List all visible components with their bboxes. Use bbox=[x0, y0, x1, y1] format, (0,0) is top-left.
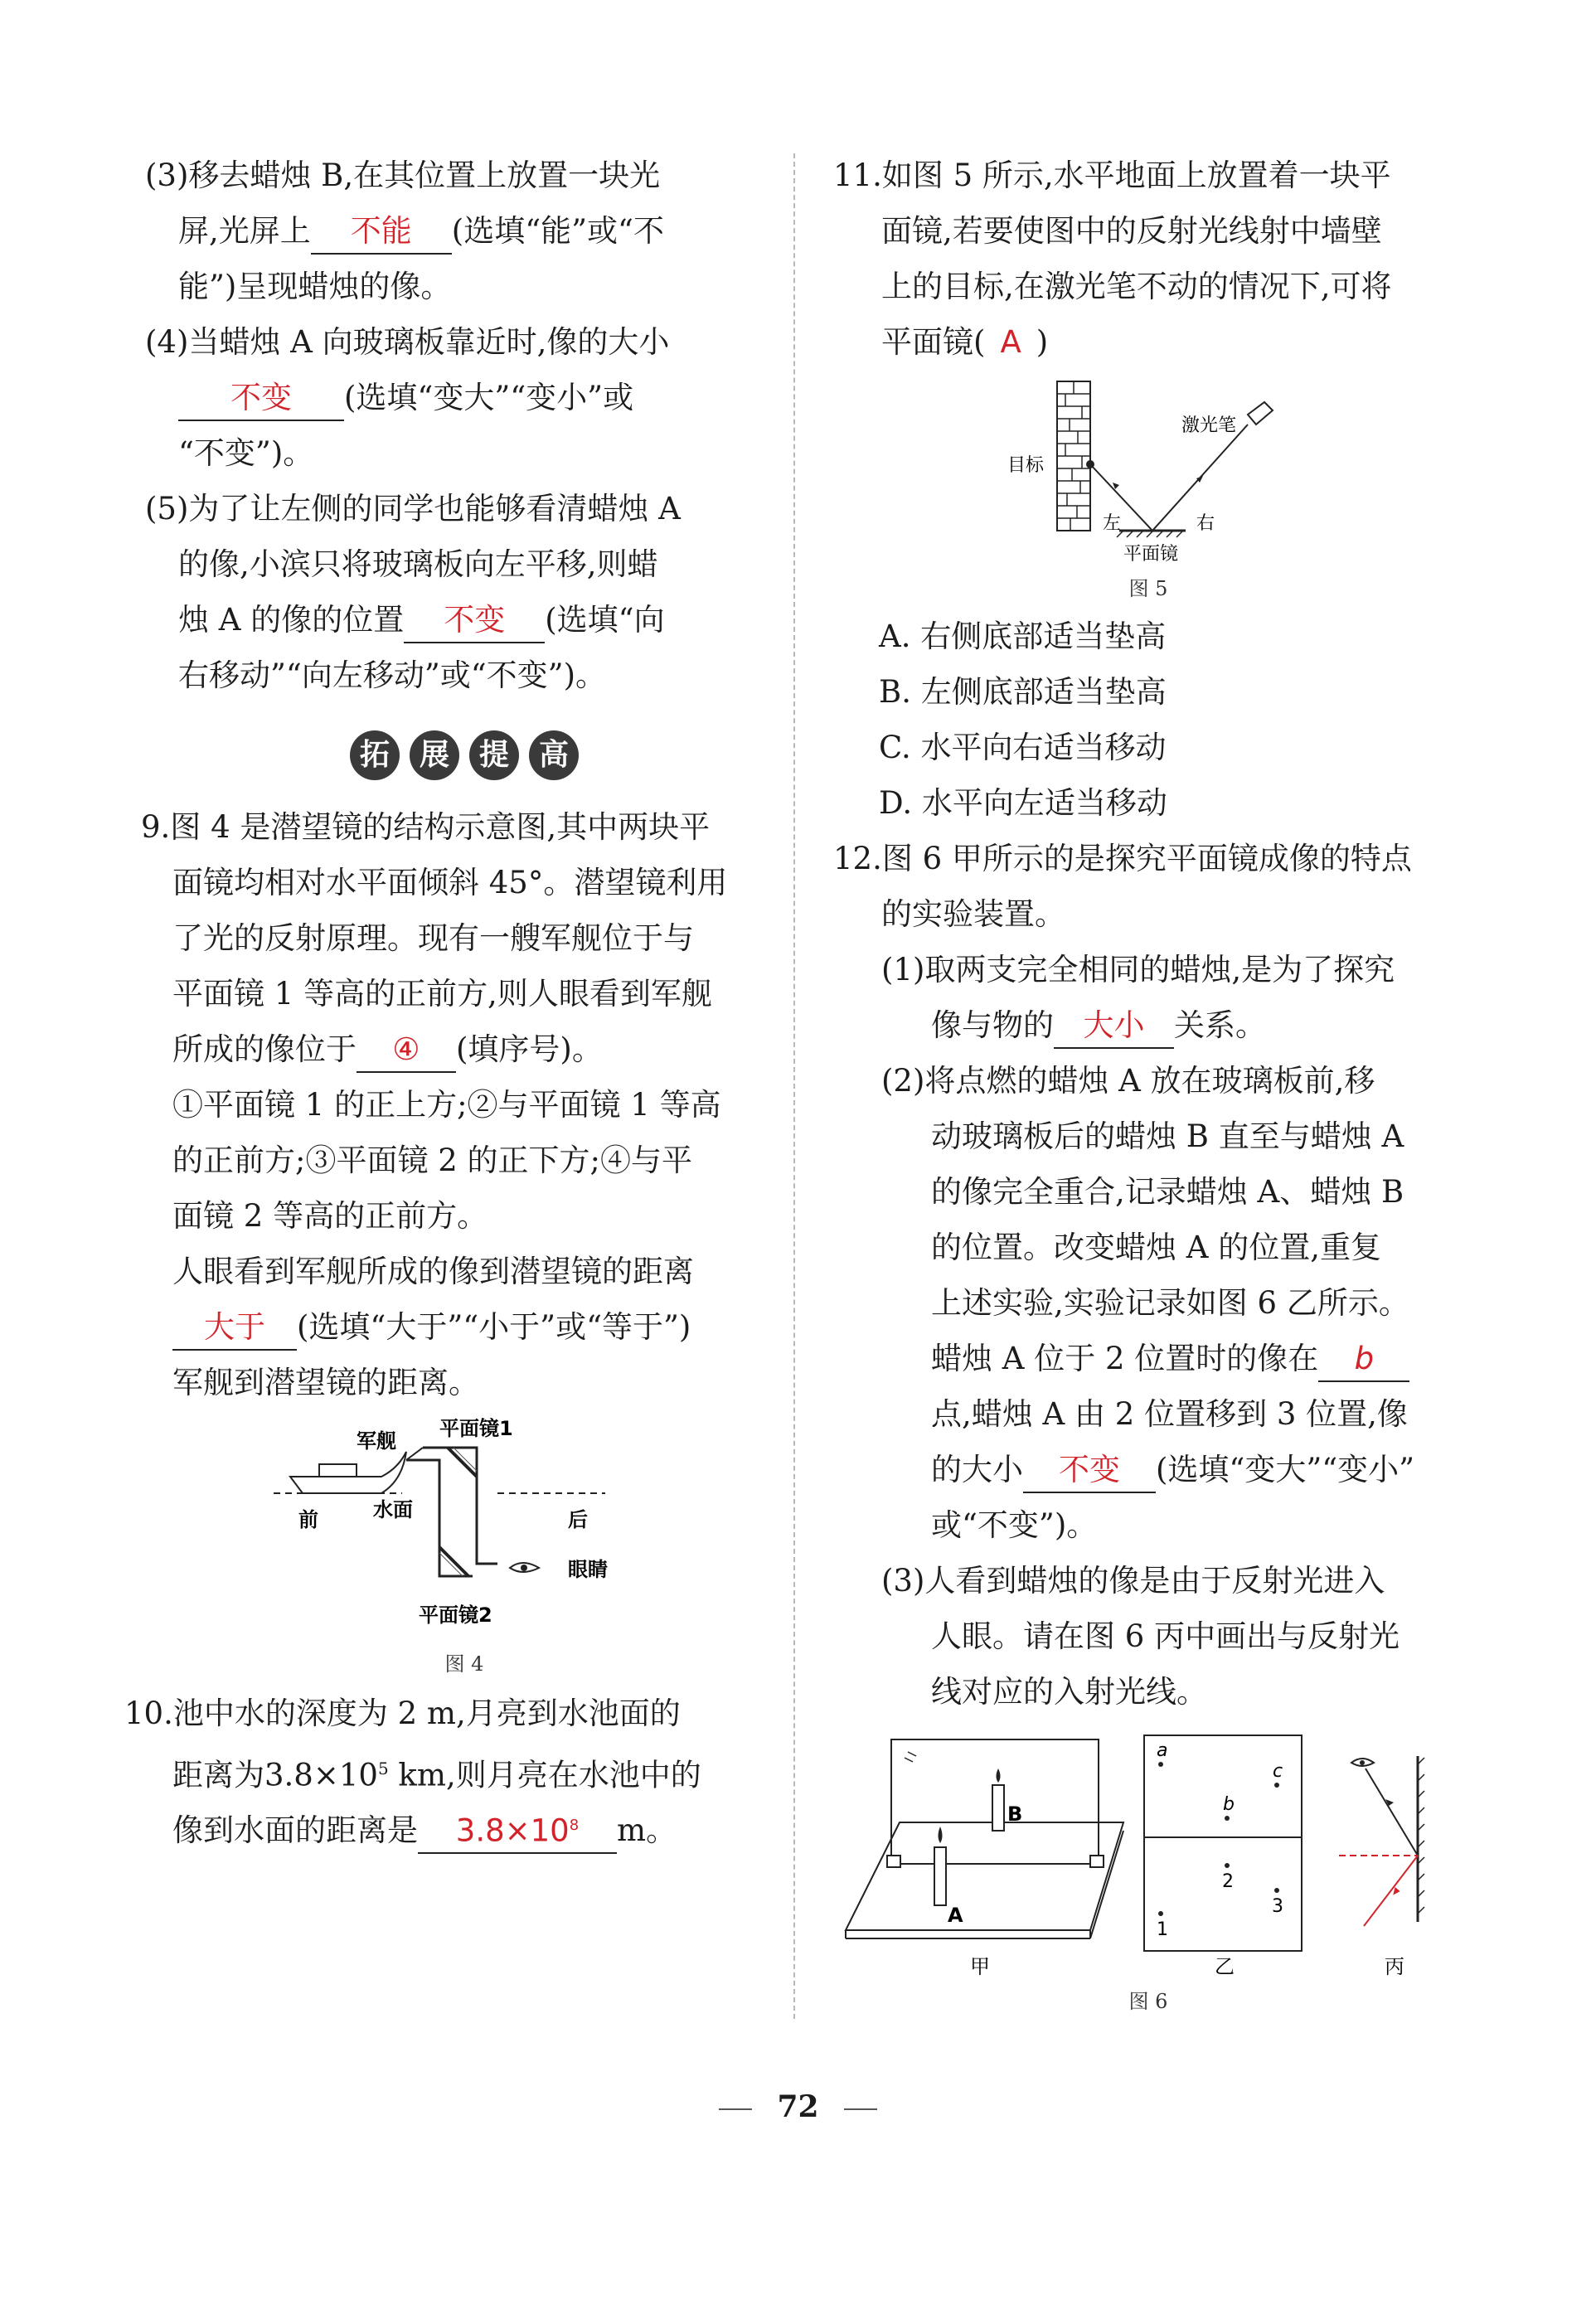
q9-text-3: (选填“大于”“小于”或“等于”) bbox=[297, 1309, 691, 1345]
fig5-left-label: 左 bbox=[1103, 513, 1122, 534]
periscope-front-wall bbox=[406, 1460, 473, 1576]
periscope-top-edge bbox=[406, 1448, 423, 1460]
fig6-candle-a-label: A bbox=[948, 1904, 963, 1927]
q8-p3-line1: (3)移去蜡烛 B,在其位置上放置一块光 bbox=[145, 158, 661, 193]
q12-p1-line2 bbox=[833, 997, 1463, 1053]
q8-p3-line2 bbox=[145, 203, 783, 259]
fig4-mirror1-label: 平面镜1 bbox=[439, 1417, 513, 1440]
q9-line2: 面镜均相对水平面倾斜 45°。潜望镜利用 bbox=[172, 865, 728, 900]
q8-p5-text: 烛 A 的像的位置 bbox=[178, 602, 405, 638]
q12-p3-line2: 人眼。请在图 6 丙中画出与反射光 bbox=[931, 1618, 1400, 1654]
q9-text: 所成的像位于 bbox=[172, 1031, 357, 1067]
q12-line2: 的实验装置。 bbox=[881, 896, 1065, 932]
q8-p4-text: (选填“变大”“变小”或 bbox=[344, 380, 634, 415]
section-badge-3: 提 bbox=[469, 730, 519, 780]
question-8-part-4 bbox=[145, 314, 783, 481]
q12-p2-line9: 或“不变”)。 bbox=[931, 1507, 1098, 1543]
q11-line3: 上的目标,在激光笔不动的情况下,可将 bbox=[881, 269, 1392, 304]
q9-line7: 的正前方;③平面镜 2 的正下方;④与平 bbox=[172, 1143, 692, 1178]
fig6-point-c: c bbox=[1273, 1761, 1283, 1782]
q9-answer-blank-2: 大于 bbox=[172, 1306, 297, 1351]
q12-p1-line1: (1)取两支完全相同的蜡烛,是为了探究 bbox=[881, 952, 1395, 987]
point-b-dot bbox=[1225, 1816, 1230, 1821]
q11-line1: 11.如图 5 所示,水平地面上放置着一块平 bbox=[833, 158, 1391, 193]
fig6-label-jia: 甲 bbox=[970, 1955, 990, 1978]
fig6-label-bing: 丙 bbox=[1385, 1955, 1404, 1978]
q12-p2-line7: 点,蜡烛 A 由 2 位置移到 3 位置,像 bbox=[931, 1396, 1408, 1432]
q8-p5-line3 bbox=[145, 592, 783, 648]
fig6-label-yi: 乙 bbox=[1215, 1955, 1235, 1978]
glass-stand-left bbox=[887, 1856, 900, 1867]
fig4-mirror2-label: 平面镜2 bbox=[419, 1604, 492, 1627]
q10-unit: m。 bbox=[617, 1812, 677, 1849]
q9-line10 bbox=[141, 1299, 783, 1355]
fig4-eye-label: 眼睛 bbox=[568, 1558, 608, 1581]
figure-5-laser-mirror bbox=[974, 373, 1322, 572]
q11-option-a: A. 右侧底部适当垫高 bbox=[879, 619, 1167, 654]
q9-line1: 9.图 4 是潜望镜的结构示意图,其中两块平 bbox=[141, 809, 711, 845]
q9-line9: 人眼看到军舰所成的像到潜望镜的距离 bbox=[172, 1254, 694, 1289]
point-2-dot bbox=[1225, 1863, 1230, 1868]
q10-line3 bbox=[124, 1802, 783, 1858]
q10-answer-blank bbox=[418, 1804, 617, 1854]
q12-p1-text-2: 关系。 bbox=[1174, 1007, 1266, 1043]
q10-text-2: km,则月亮在水池中的 bbox=[388, 1757, 701, 1793]
fig4-back-label: 后 bbox=[568, 1508, 588, 1531]
q12-p3-line3: 线对应的入射光线。 bbox=[931, 1674, 1207, 1710]
candle-b-icon bbox=[992, 1785, 1004, 1831]
q12-p2-text: 蜡烛 A 位于 2 位置时的像在 bbox=[931, 1341, 1319, 1376]
glass-glare-1 bbox=[908, 1752, 916, 1756]
q12-p2-line1: (2)将点燃的蜡烛 A 放在玻璃板前,移 bbox=[881, 1063, 1375, 1099]
q10-exponent: 5 bbox=[377, 1759, 389, 1778]
point-3-dot bbox=[1274, 1888, 1279, 1893]
section-badge-1: 拓 bbox=[350, 730, 400, 780]
fig6-point-3: 3 bbox=[1272, 1896, 1283, 1917]
q12-p2-text-3: (选填“变大”“变小” bbox=[1156, 1452, 1415, 1487]
question-11-options bbox=[833, 609, 1463, 831]
q8-p5-line1: (5)为了让左侧的同学也能够看清蜡烛 A bbox=[145, 491, 681, 526]
glass-stand-right bbox=[1090, 1856, 1104, 1867]
fig6-candle-b-label: B bbox=[1007, 1802, 1023, 1826]
q8-p4-line2 bbox=[145, 370, 783, 425]
q11-text-2: ) bbox=[1036, 324, 1049, 360]
q11-text: 平面镜( bbox=[881, 324, 986, 360]
q12-p2-text-2: 的大小 bbox=[931, 1452, 1023, 1487]
bing-reflected-ray bbox=[1366, 1768, 1418, 1856]
q11-line2: 面镜,若要使图中的反射光线射中墙壁 bbox=[881, 213, 1382, 249]
mirror-2 bbox=[439, 1547, 468, 1576]
q12-p2-line6 bbox=[833, 1331, 1463, 1386]
q10-line1: 10.池中水的深度为 2 m,月亮到水池面的 bbox=[124, 1696, 681, 1731]
bing-eye-pupil-icon bbox=[1360, 1760, 1365, 1765]
q12-p2-answer-blank-2: 不变 bbox=[1023, 1448, 1156, 1493]
right-column bbox=[833, 148, 1463, 2018]
bing-incident-ray-answer bbox=[1364, 1856, 1418, 1926]
candle-b-flame-icon bbox=[997, 1768, 1001, 1783]
fig4-water-label: 水面 bbox=[373, 1498, 413, 1521]
q10-answer-text: 3.8×10 bbox=[455, 1812, 570, 1849]
point-a-dot bbox=[1158, 1762, 1163, 1767]
section-badge-4: 高 bbox=[529, 730, 579, 780]
q10-text-3: 像到水面的距离是 bbox=[172, 1812, 418, 1849]
candle-a-icon bbox=[934, 1847, 946, 1905]
q12-p2-answer-blank-1: b bbox=[1318, 1337, 1409, 1382]
fig6-caption: 图 6 bbox=[1128, 1990, 1168, 2013]
q12-line1: 12.图 6 甲所示的是探究平面镜成像的特点 bbox=[833, 841, 1412, 876]
fig4-caption: 图 4 bbox=[444, 1652, 484, 1676]
footer-dash-right bbox=[844, 2108, 877, 2110]
q12-p1-text: 像与物的 bbox=[931, 1007, 1054, 1043]
fig6-point-1: 1 bbox=[1157, 1919, 1168, 1940]
laser-pen-icon bbox=[1248, 402, 1273, 425]
q12-p2-line3: 的像完全重合,记录蜡烛 A、蜡烛 B bbox=[931, 1174, 1404, 1210]
q12-p2-line4: 的位置。改变蜡烛 A 的位置,重复 bbox=[931, 1230, 1382, 1265]
q10-text: 距离为3.8×10 bbox=[172, 1757, 378, 1793]
q10-answer-exponent: 8 bbox=[569, 1817, 580, 1834]
q11-option-d: D. 水平向左适当移动 bbox=[879, 785, 1167, 821]
q9-line8: 面镜 2 等高的正前方。 bbox=[172, 1198, 488, 1234]
q8-p4-answer-blank: 不变 bbox=[178, 376, 344, 421]
q8-p3-answer-blank: 不能 bbox=[311, 210, 452, 255]
q9-answer-blank-1: ④ bbox=[357, 1028, 456, 1073]
fig5-caption: 图 5 bbox=[1128, 577, 1168, 600]
q9-text-2: (填序号)。 bbox=[456, 1031, 603, 1067]
reflected-ray bbox=[1090, 464, 1152, 531]
mirror-1 bbox=[448, 1448, 477, 1477]
fig5-right-label: 右 bbox=[1196, 513, 1215, 534]
q9-line5 bbox=[141, 1021, 783, 1077]
q8-p3-line3: 能”)呈现蜡烛的像。 bbox=[178, 269, 452, 304]
question-9 bbox=[141, 799, 783, 1410]
question-11 bbox=[833, 148, 1463, 370]
question-12 bbox=[833, 831, 1463, 1720]
question-8-part-5 bbox=[145, 481, 783, 703]
ship-cabin-icon bbox=[319, 1464, 357, 1477]
q10-line2 bbox=[124, 1741, 783, 1802]
q8-p3-text: 屏,光屏上 bbox=[178, 213, 311, 249]
q12-p2-line8 bbox=[833, 1442, 1463, 1497]
q12-p1-answer-blank: 大小 bbox=[1054, 1004, 1174, 1049]
fig6-point-b: b bbox=[1223, 1794, 1235, 1815]
figure-4-periscope bbox=[257, 1410, 672, 1642]
fig6-point-a: a bbox=[1157, 1740, 1168, 1761]
section-badge-2: 展 bbox=[410, 730, 459, 780]
q8-p3-text-2: (选填“能”或“不 bbox=[451, 213, 664, 249]
q8-p5-line4: 右移动”“向左移动”或“不变”)。 bbox=[178, 657, 607, 693]
fig6-jia-apparatus bbox=[846, 1739, 1123, 1938]
question-8-part-3 bbox=[145, 148, 783, 314]
glass-glare-2 bbox=[905, 1758, 913, 1762]
fig6-point-2: 2 bbox=[1222, 1871, 1234, 1892]
point-c-dot bbox=[1274, 1783, 1279, 1788]
page-number-footer bbox=[0, 2089, 1596, 2124]
q8-p4-line1: (4)当蜡烛 A 向玻璃板靠近时,像的大小 bbox=[145, 324, 670, 360]
q8-p4-line3: “不变”)。 bbox=[178, 435, 314, 471]
fig6-yi-record bbox=[1144, 1735, 1302, 1951]
q8-p5-answer-blank: 不变 bbox=[404, 599, 545, 643]
q11-line4 bbox=[833, 314, 1463, 370]
q12-p3-line1: (3)人看到蜡烛的像是由于反射光进入 bbox=[881, 1563, 1385, 1599]
q8-p5-line2: 的像,小滨只将玻璃板向左平移,则蜡 bbox=[178, 546, 658, 582]
fig4-ship-label: 军舰 bbox=[357, 1429, 396, 1453]
fig5-mirror-label: 平面镜 bbox=[1123, 544, 1179, 565]
question-10 bbox=[124, 1686, 783, 1858]
q12-p2-line5: 上述实验,实验记录如图 6 乙所示。 bbox=[931, 1285, 1409, 1321]
section-heading bbox=[145, 726, 783, 784]
q11-answer: A bbox=[1000, 324, 1021, 360]
periscope-back-wall bbox=[423, 1448, 497, 1564]
table-surface bbox=[846, 1822, 1123, 1930]
page-number: 72 bbox=[777, 2089, 819, 2124]
q11-option-b: B. 左侧底部适当垫高 bbox=[879, 674, 1167, 710]
fig6-bing-ray bbox=[1339, 1756, 1424, 1926]
fig5-target-label: 目标 bbox=[1007, 455, 1045, 476]
q12-p2-line2: 动玻璃板后的蜡烛 B 直至与蜡烛 A bbox=[931, 1118, 1404, 1154]
footer-dash-left bbox=[719, 2108, 752, 2110]
q9-line3: 了光的反射原理。现有一艘军舰位于与 bbox=[172, 920, 694, 956]
fig4-front-label: 前 bbox=[298, 1508, 318, 1531]
q9-line4: 平面镜 1 等高的正前方,则人眼看到军舰 bbox=[172, 976, 712, 1012]
left-column bbox=[124, 148, 783, 1858]
fig5-laser-label: 激光笔 bbox=[1181, 415, 1237, 436]
q8-p5-text-2: (选填“向 bbox=[545, 602, 665, 638]
q9-line11: 军舰到潜望镜的距离。 bbox=[172, 1365, 479, 1400]
column-divider bbox=[793, 153, 795, 2019]
point-1-dot bbox=[1158, 1911, 1163, 1916]
eye-pupil-icon bbox=[521, 1565, 527, 1571]
q11-option-c: C. 水平向右适当移动 bbox=[879, 730, 1167, 765]
figure-6-experiment bbox=[842, 1731, 1455, 1980]
q9-line6: ①平面镜 1 的正上方;②与平面镜 1 等高 bbox=[172, 1087, 721, 1123]
